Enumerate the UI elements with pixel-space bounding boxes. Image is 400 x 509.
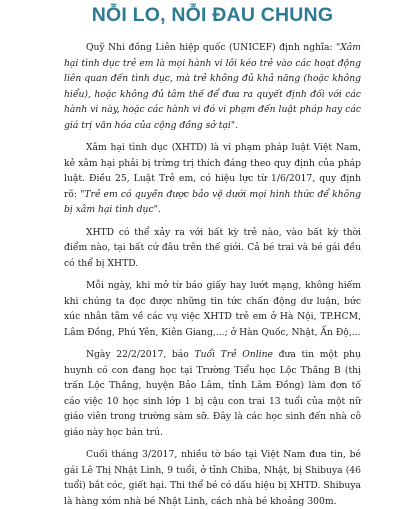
unicef-definition-quote: "Xâm hại tình dục trẻ em là mọi hành vi lôi kéo trẻ vào các hoạt động liên quan đến tình dục, mà trẻ không đủ khả năng (hoặc không hiểu), hoặc không đủ tâm thế để đưa ra quyết định đối với các hành vi này, hoặc các hành vi đó vi phạm đến luật pháp hay các giá trị văn hóa của cộng đồng sở tại" <box>64 42 361 131</box>
paragraph-lead: Quỹ Nhi đồng Liên hiệp quốc (UNICEF) định nghĩa: <box>86 42 337 53</box>
page-title: NỖI LO, NỖI ĐAU CHUNG <box>91 4 334 26</box>
paragraph-tail: . <box>235 119 239 131</box>
paragraph-lam-dong-case <box>64 347 361 440</box>
paragraph-law <box>64 140 361 218</box>
paragraph-lead: Ngày 22/2/2017, báo <box>86 349 195 360</box>
paragraph-unicef-definition <box>64 40 361 133</box>
paragraph-japan-case: Cuối tháng 3/2017, nhiều tờ báo tại Việt Nam đưa tin, bé gái Lê Thị Nhật Linh, 9 tuổi, ở tỉnh Chiba, Nhật, bị Shibuya (46 tuổi) bắt cóc, giết hại. Thi thể bé có dấu hiệu bị XHTD. Shibuya là hàng xóm nhà bé Nhật Linh, cách nhà bé khoảng 300m. <box>64 449 361 507</box>
paragraph-lead: Xâm hại tình dục (XHTD) là vi phạm pháp luật Việt Nam, kẻ xâm hại phải bị trừng trị thích đáng theo quy định của pháp luật. Điều 25, Luật Trẻ em, có hiệu lực từ 1/6/2017, quy định rõ: <box>64 142 361 200</box>
law-article-quote: "Trẻ em có quyền được bảo vệ dưới mọi hình thức để không bị xâm hại tình dục" <box>64 188 361 215</box>
paragraph-anyone: XHTD có thể xảy ra với bất kỳ trẻ nào, vào bất kỳ thời điểm nào, tại bất cứ đâu trên thế giới. Cả bé trai và bé gái đều có thể bị XHTD. <box>64 226 361 269</box>
newspaper-name: Tuổi Trẻ Online <box>194 349 273 360</box>
paragraph-tail: đưa tin một phụ huynh có con đang học tại Trường Tiểu học Lộc Thắng B (thị trấn Lộc Thắng, huyện Bảo Lâm, tỉnh Lâm Đồng) làm đơn tố cáo việc 10 học sinh lớp 1 bị cậu con trai 13 tuổi của một nữ giáo viên trong trường sàm sỡ. Đây là các học sinh đến nhà cô giáo này học bán trú. <box>64 349 361 438</box>
paragraph-news: Mỗi ngày, khi mở từ báo giấy hay lướt mạng, không hiếm khi chúng ta đọc được những tin tức chấn động dư luận, bức xúc nhân tâm về các vụ việc XHTD trẻ em ở Hà Nội, TP.HCM, Lâm Đồng, Phú Yên, Kiên Giang,...; ở Hàn Quốc, Nhật, Ấn Độ,... <box>64 280 361 338</box>
paragraph-tail: . <box>157 204 161 215</box>
article-body <box>64 40 361 509</box>
